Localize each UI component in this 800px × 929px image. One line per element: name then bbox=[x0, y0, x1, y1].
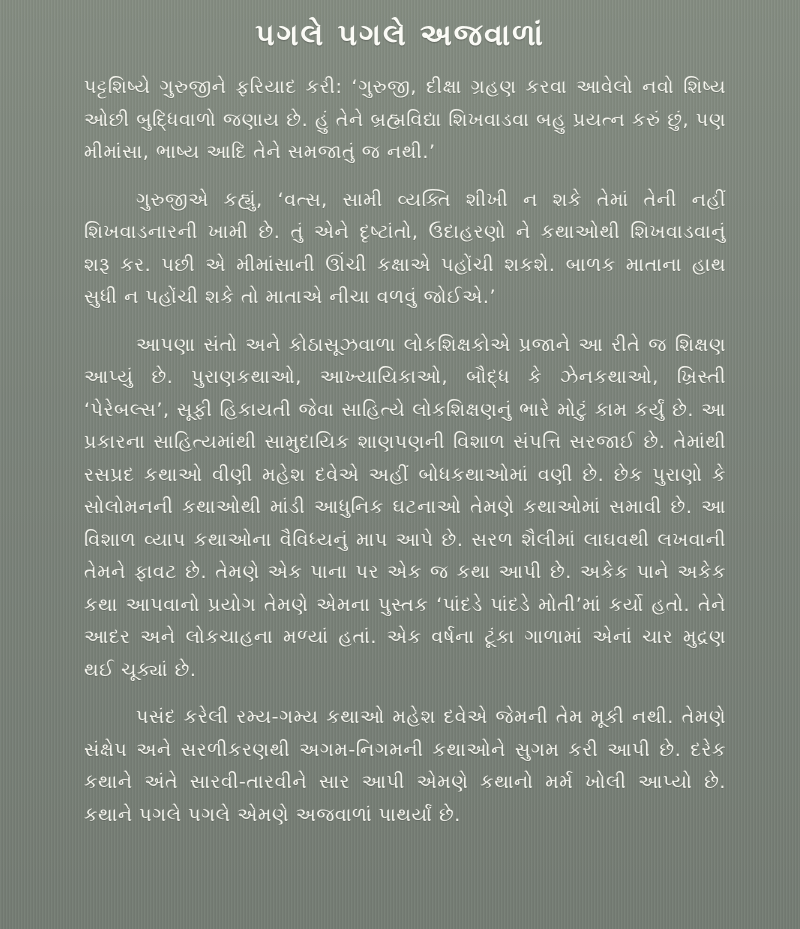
paragraph-2: ગુરુજીએ કહ્યું, ‘વત્સ, સામી વ્યક્તિ શીખી ન શકે તેમાં તેની નહીં શિખવાડનારની ખામી છે. તું એને દૃષ્ટાંતો, ઉદાહરણો ને કથાઓથી શિખવાડવાનું શરૂ કર. પછી એ મીમાંસાની ઊંચી કક્ષાએ પહોંચી શકશે. બાળક માતાના હાથ સુધી ન પહોંચી શકે તો માતાએ નીચા વળવું જોઈએ.’ bbox=[84, 188, 726, 308]
paragraph-4: પસંદ કરેલી રમ્ય-ગમ્ય કથાઓ મહેશ દવેએ જેમની તેમ મૂકી નથી. તેમણે સંક્ષેપ અને સરળીકરણથી અગમ-નિગમની કથાઓને સુગમ કરી આપી છે. દરેક કથાને અંતે સારવી-તારવીને સાર આપી એમણે કથાનો મર્મ ખોલી આપ્યો છે. કથાને પગલે પગલે એમણે અજવાળાં પાથર્યાં છે. bbox=[84, 706, 726, 826]
paragraph-1: પટ્ટશિષ્યે ગુરુજીને ફરિયાદ કરી: ‘ગુરુજી, દીક્ષા ગ્રહણ કરવા આવેલો નવો શિષ્ય ઓછી બુદ્ધિવાળો જણાય છે. હું તેને બ્રહ્મવિદ્યા શિખવાડવા બહુ પ્રયત્ન કરું છું, પણ મીમાંસા, ભાષ્ય આદિ તેને સમજાતું જ નથી.’ bbox=[84, 76, 726, 163]
body-text bbox=[84, 71, 726, 846]
page-title: પગલે પગલે અજવાળાં bbox=[255, 18, 545, 53]
paragraph-3: આપણા સંતો અને કોઠાસૂઝવાળા લોકશિક્ષકોએ પ્રજાને આ રીતે જ શિક્ષણ આપ્યું છે. પુરાણકથાઓ, આખ્યાયિકાઓ, બૌદ્ધ કે ઝેનકથાઓ, ખ્રિસ્તી ‘પેરેબલ્સ’, સૂફી હિકાયતી જેવા સાહિત્યે લોકશિક્ષણનું ભારે મોટું કામ કર્યું છે. આ પ્રકારના સાહિત્યમાંથી સામુદાયિક શાણપણની વિશાળ સંપત્તિ સરજાઈ છે. તેમાંથી રસપ્રદ કથાઓ વીણી મહેશ દવેએ અહીં બોધકથાઓમાં વણી છે. છેક પુરાણો કે સોલોમનની કથાઓથી માંડી આધુનિક ઘટનાઓ તેમણે કથાઓમાં સમાવી છે. આ વિશાળ વ્યાપ કથાઓના વૈવિધ્યનું માપ આપે છે. સરળ શૈલીમાં લાઘવથી લખવાની તેમને ફાવટ છે. તેમણે એક પાના પર એક જ કથા આપી છે. અકેક પાને અકેક કથા આપવાનો પ્રયોગ તેમણે એમના પુસ્તક ‘પાંદડે પાંદડે મોતી’માં કર્યો હતો. તેને આદર અને લોકચાહના મળ્યાં હતાં. એક વર્ષના ટૂંકા ગાળામાં એનાં ચાર મુદ્રણ થઈ ચૂક્યાં છે. bbox=[84, 333, 726, 681]
